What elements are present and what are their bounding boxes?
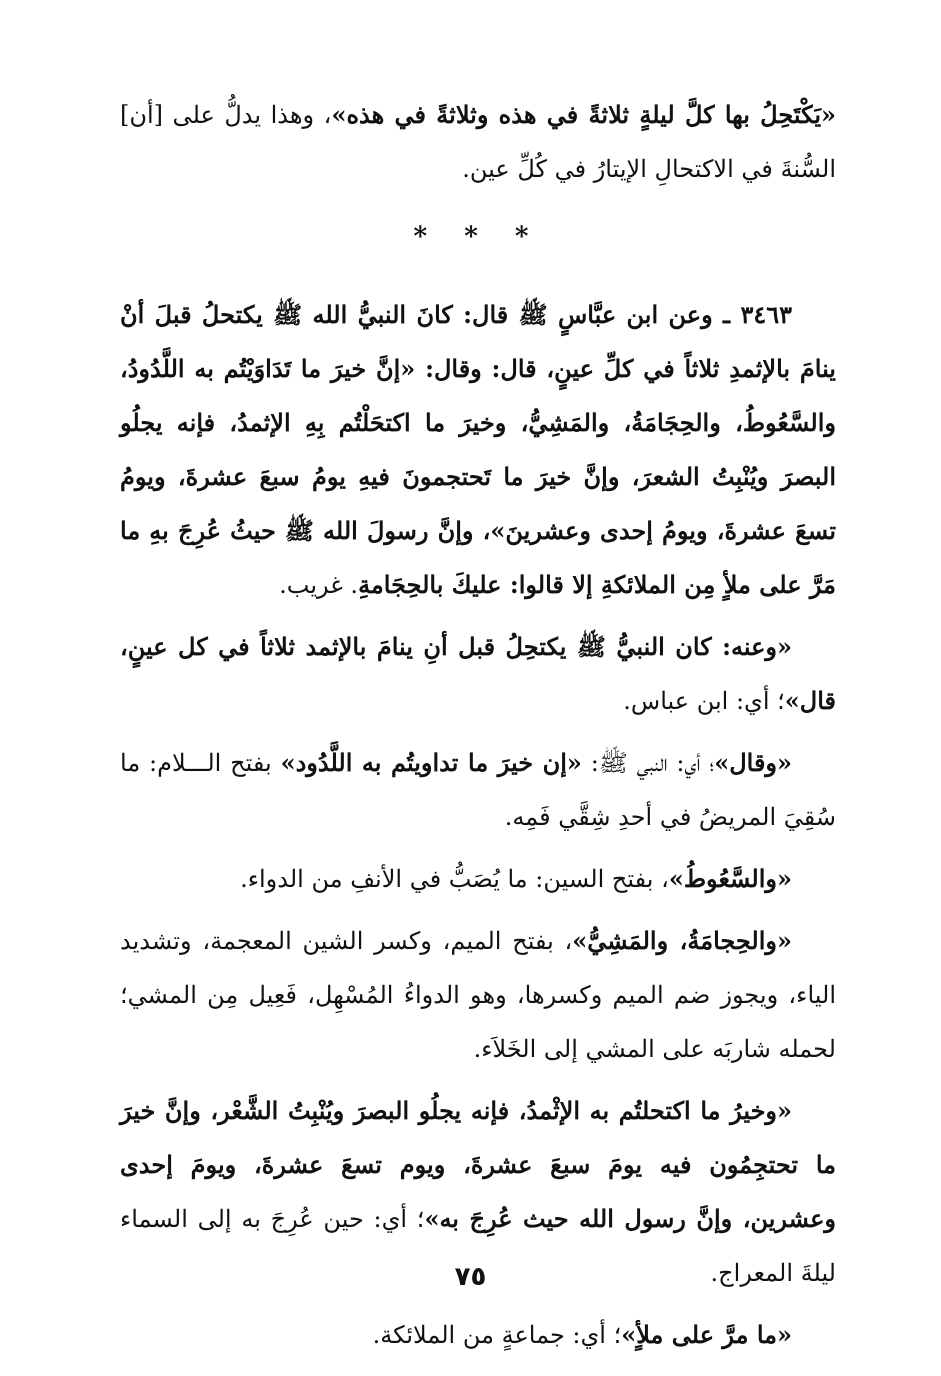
opening-quote: «يَكْتَحِلُ بها كلَّ ليلةٍ ثلاثةً في هذه وثلاثةً في هذه» [331, 100, 837, 129]
commentary-paragraph [120, 620, 836, 728]
commentary-quote: «إن خيرَ ما تداويتُم به اللَّدُود» [280, 748, 582, 777]
opening-paragraph [120, 88, 836, 196]
page-number: ٧٥ [454, 1262, 487, 1292]
commentary-explanation: ؛ أي: ابن عباس. [623, 687, 785, 715]
hadith-paragraph [120, 288, 836, 612]
commentary-paragraph [120, 1308, 836, 1362]
commentary-explanation: ؛ أي: جماعةٍ من الملائكة. [372, 1321, 622, 1349]
commentary-quote: «ما مرَّ على ملأٍ» [621, 1320, 792, 1349]
hadith-grade: . غريب. [279, 571, 359, 599]
opening-explanation: ، وهذا يدلُّ على [أن] السُّنةَ في الاكتحالِ الإيتارُ في كُلِّ عين. [120, 101, 836, 183]
commentary-explanation: ، بفتح الميم، وكسر الشين المعجمة، وتشديد الياء، ويجوز ضم الميم وكسرها، وهو الدواءُ المُسْهِل، فَعِيل مِن المشي؛ لحمله شاربَه على المشي إلى الخَلاَء. [120, 927, 836, 1063]
commentary-quote: «والسَّعُوطُ» [668, 864, 792, 893]
commentary-explanation: بفتح الـــلام: ما سُقِيَ المريضُ في أحدِ شِقَّي فَمِه. [120, 749, 836, 831]
commentary-explanation: ؛ أي: النبي ﷺ: [581, 749, 715, 777]
commentary-paragraph [120, 852, 836, 906]
commentary-quote: «وقال» [714, 748, 792, 777]
hadith-text: ٣٤٦٣ ـ وعن ابن عبَّاسٍ ﷺ قال: كانَ النبيُّ الله ﷺ يكتحلُ قبلَ أنْ ينامَ بالإثمدِ ثلاثاً في كلِّ عينٍ، قال: وقال: «إنَّ خيرَ ما تَدَاوَيْتُم به اللَّدُودُ، والسَّعُوطُ، والحِجَامَةُ، والمَشِيُّ، وخيرَ ما اكتحَلْتُم بِهِ الإثمدُ، فإنه يجلُو البصرَ ويُنْبِتُ الشعرَ، وإنَّ خيرَ ما تَحتجمونَ فيهِ يومُ سبعَ عشرةَ، ويومُ تسعَ عشرةَ، ويومُ إحدى وعشرينَ»، وإنَّ رسولَ الله ﷺ حيثُ عُرِجَ بهِ ما مَرَّ على ملأٍ مِن الملائكةِ إلا قالوا: عليكَ بالحِجَامةِ [120, 300, 836, 599]
commentary-explanation: ، بفتح السين: ما يُصَبُّ في الأنفِ من الدواء. [240, 865, 669, 893]
section-separator: * * * [413, 222, 543, 252]
commentary-explanation: ؛ أي: حين عُرِجَ به إلى السماء ليلةَ المعراج. [120, 1205, 836, 1287]
commentary-quote: «وخيرُ ما اكتحلتُم به الإثْمدُ، فإنه يجلُو البصرَ ويُنْبِتُ الشَّعْر، وإنَّ خيرَ ما تحتجِمُون فيه يومَ سبعَ عشرةَ، ويوم تسعَ عشرةَ، ويومَ إحدى وعشرين، وإنَّ رسول الله حيث عُرِجَ به» [120, 1096, 836, 1233]
commentary-quote: «والحِجامَةُ، والمَشِيُّ» [572, 926, 792, 955]
page-body [120, 88, 836, 1370]
commentary-paragraph [120, 736, 836, 844]
commentary-quote: «وعنه: كان النبيُّ ﷺ يكتحِلُ قبل أنِ ينامَ بالإثمد ثلاثاً في كل عينٍ، قال» [120, 632, 836, 715]
commentary-paragraph [120, 914, 836, 1076]
